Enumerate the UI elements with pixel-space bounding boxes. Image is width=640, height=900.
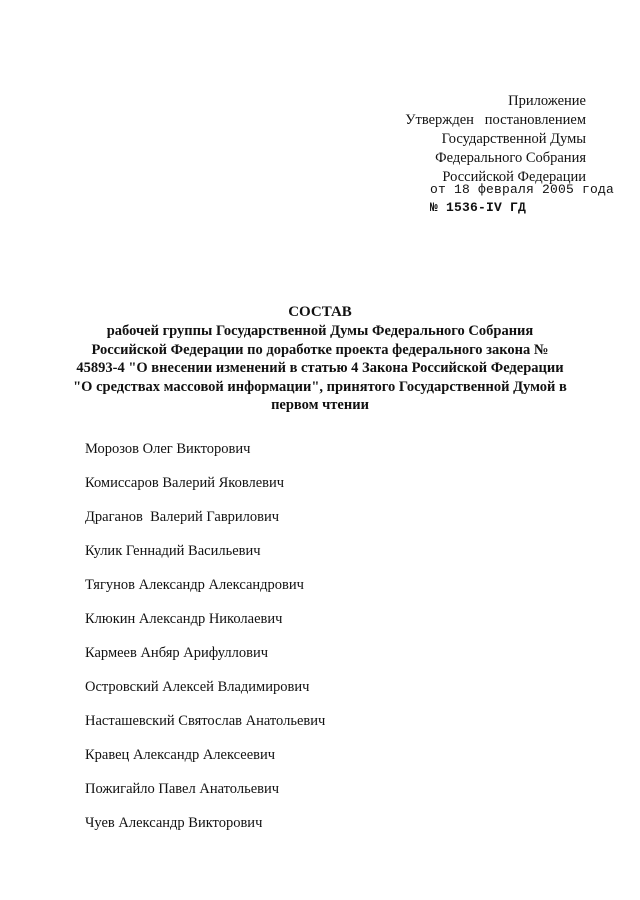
- approval-line: Российской Федерации: [442, 169, 586, 185]
- approval-number: № 1536-IV ГД: [430, 200, 527, 215]
- approval-line: Федерального Собрания: [435, 150, 586, 166]
- approval-date: от 18 февраля 2005 года: [430, 182, 615, 197]
- approval-line: Государственной Думы: [441, 131, 586, 147]
- member-name: Островский Алексей Владимирович: [85, 679, 310, 695]
- member-name: Кармеев Анбяр Арифуллович: [85, 645, 269, 661]
- member-name: Морозов Олег Викторович: [85, 441, 251, 457]
- approval-line: Приложение: [508, 93, 586, 109]
- member-name: Комиссаров Валерий Яковлевич: [85, 475, 285, 491]
- document-title: СОСТАВ: [288, 304, 352, 320]
- member-name: Тягунов Александр Александрович: [85, 577, 304, 593]
- member-name: Чуев Александр Викторович: [85, 815, 263, 831]
- approval-stamp: [380, 92, 586, 187]
- members-list: [85, 441, 325, 849]
- member-name: Клюкин Александр Николаевич: [85, 611, 283, 627]
- document-subtitle: рабочей группы Государственной Думы Федерального Собрания Российской Федерации по доработке проекта федерального закона № 45893-4 "О внесении изменений в статью 4 Закона Российской Федерации "О средствах массовой информации", принятого Государственной Думой в первом чтении: [73, 323, 567, 413]
- member-name: Драганов Валерий Гаврилович: [85, 509, 280, 525]
- member-name: Кравец Александр Алексеевич: [85, 747, 276, 763]
- member-name: Насташевский Святослав Анатольевич: [85, 713, 326, 729]
- approval-line: Утвержден постановлением: [405, 112, 586, 128]
- title-block: [70, 303, 570, 415]
- member-name: Кулик Геннадий Васильевич: [85, 543, 261, 559]
- member-name: Пожигайло Павел Анатольевич: [85, 781, 280, 797]
